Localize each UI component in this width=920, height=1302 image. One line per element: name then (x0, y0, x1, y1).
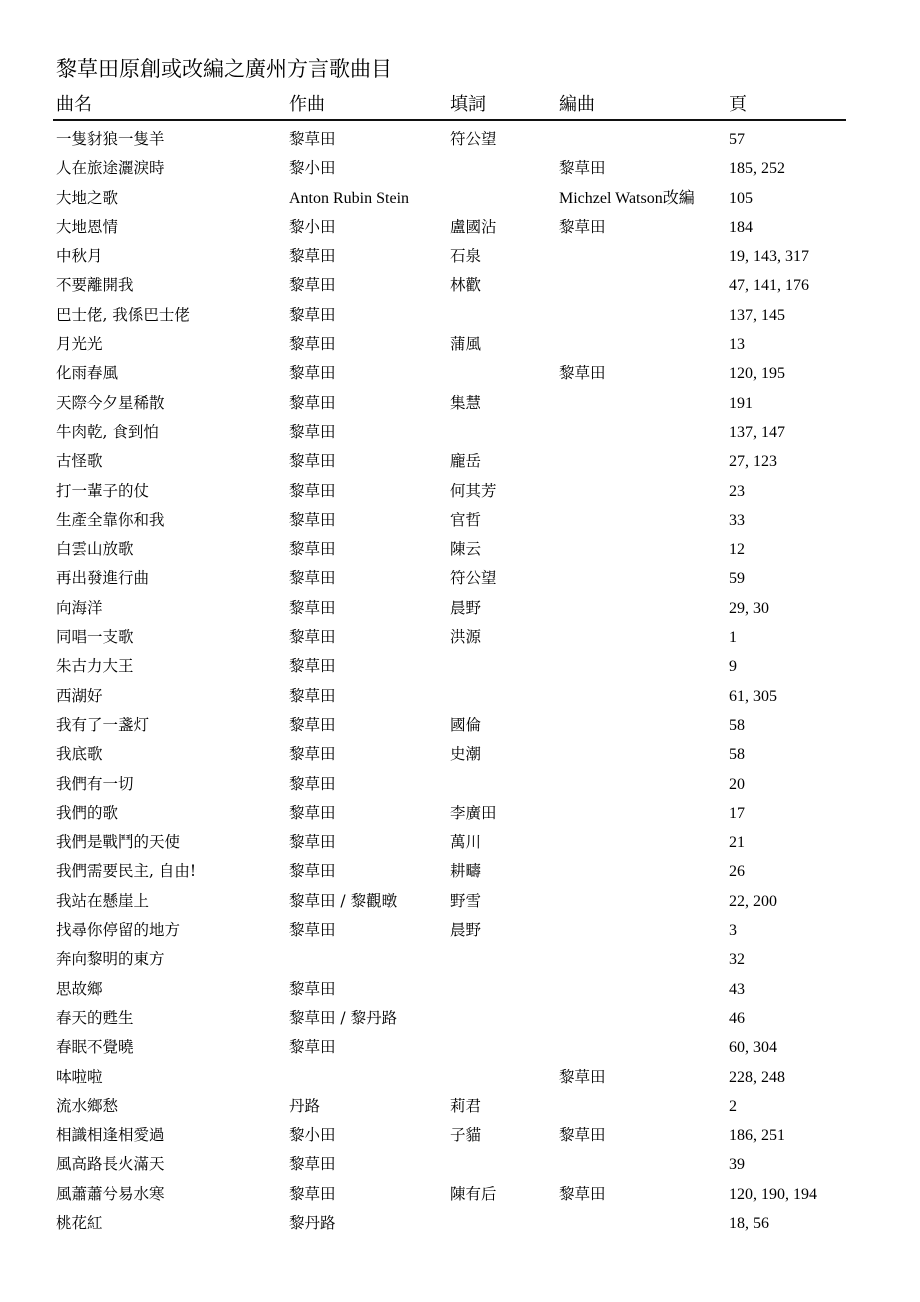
composer: 黎草田 (289, 540, 336, 559)
composer: 黎草田 (289, 130, 336, 148)
table-row (0, 799, 920, 828)
lyricist: 林歡 (450, 276, 482, 295)
composer: 黎草田 (289, 569, 336, 588)
table-row (0, 623, 920, 652)
song-name: 化雨春風 (56, 364, 119, 383)
composer: 黎草田 (289, 628, 336, 647)
song-name: 巴士佬, 我係巴士佬 (56, 305, 190, 324)
composer: 黎草田 (289, 921, 336, 940)
composer: 黎草田 (289, 1155, 336, 1174)
song-name: 大地恩情 (56, 217, 119, 236)
table-row (0, 1150, 920, 1179)
lyricist: 萬川 (450, 833, 482, 852)
page-numbers: 43 (729, 980, 745, 998)
song-name: 生產全靠你和我 (56, 510, 165, 529)
composer: 黎草田 (289, 422, 336, 441)
composer: 黎草田 (289, 862, 336, 881)
song-name: 同唱一支歌 (56, 628, 134, 647)
song-name: 我們的歌 (56, 803, 119, 822)
header-divider (53, 119, 846, 121)
arranger: 黎草田 (559, 217, 606, 236)
table-row (0, 213, 920, 242)
lyricist: 石泉 (450, 247, 482, 266)
table-row (0, 359, 920, 388)
composer: 丹路 (289, 1096, 321, 1115)
composer: 黎草田 (289, 481, 336, 500)
page-numbers: 1 (729, 629, 737, 647)
table-row (0, 740, 920, 769)
page-numbers: 29, 30 (729, 599, 769, 617)
column-header-name: 曲名 (56, 94, 92, 115)
page-numbers: 105 (729, 189, 753, 207)
song-name: 西湖好 (56, 686, 103, 705)
song-name: 風蕭蕭兮易水寒 (56, 1184, 165, 1203)
composer: 黎丹路 (289, 1213, 336, 1232)
composer: 黎草田 (289, 1038, 336, 1057)
song-name: 我有了一盞灯 (56, 715, 150, 734)
song-name: 我站在懸崖上 (56, 891, 150, 910)
composer: 黎草田 (289, 452, 336, 471)
arranger: Michzel Watson改編 (559, 189, 695, 207)
table-row (0, 447, 920, 476)
table-row (0, 271, 920, 300)
composer: 黎草田 (289, 598, 336, 617)
table-row (0, 506, 920, 535)
arranger: 黎草田 (559, 1126, 606, 1145)
composer: 黎草田 (289, 393, 336, 412)
page-numbers: 27, 123 (729, 453, 777, 471)
composer: 黎草田 (289, 774, 336, 793)
song-name: 不要離開我 (56, 276, 134, 295)
table-row (0, 828, 920, 857)
page-numbers: 228, 248 (729, 1068, 785, 1086)
table-row (0, 1180, 920, 1209)
arranger: 黎草田 (559, 159, 606, 178)
lyricist: 盧國沾 (450, 217, 497, 236)
table-row (0, 594, 920, 623)
composer: 黎草田 (289, 745, 336, 764)
composer: 黎草田 / 黎觀暾 (289, 891, 398, 910)
table-row (0, 887, 920, 916)
table-row (0, 1209, 920, 1238)
page-numbers: 120, 190, 194 (729, 1185, 817, 1203)
song-name: 春眠不覺曉 (56, 1038, 134, 1057)
page-numbers: 59 (729, 570, 745, 588)
song-name: 白雲山放歌 (56, 540, 134, 559)
lyricist: 晨野 (450, 921, 482, 940)
page-numbers: 2 (729, 1097, 737, 1115)
page-numbers: 18, 56 (729, 1214, 769, 1232)
table-row (0, 1063, 920, 1092)
page-numbers: 57 (729, 131, 745, 148)
page-numbers: 17 (729, 804, 745, 822)
page-numbers: 137, 145 (729, 306, 785, 324)
table-row (0, 682, 920, 711)
composer: 黎草田 (289, 657, 336, 676)
table-row (0, 652, 920, 681)
table-row (0, 1121, 920, 1150)
song-name: 再出發進行曲 (56, 569, 150, 588)
arranger: 黎草田 (559, 1067, 606, 1086)
page-numbers: 185, 252 (729, 160, 785, 178)
column-header-lyricist: 填詞 (450, 94, 486, 115)
song-name: 打一輩子的仗 (56, 481, 150, 500)
page-numbers: 9 (729, 658, 737, 676)
lyricist: 官哲 (450, 510, 482, 529)
table-row (0, 916, 920, 945)
lyricist: 莉君 (450, 1096, 482, 1115)
composer: Anton Rubin Stein (289, 189, 410, 207)
lyricist: 史潮 (450, 745, 482, 764)
song-name: 人在旅途灑淚時 (56, 159, 165, 178)
page-numbers: 191 (729, 394, 753, 412)
lyricist: 集慧 (450, 393, 482, 412)
table-row (0, 330, 920, 359)
song-name: 流水鄉愁 (56, 1096, 119, 1115)
composer: 黎小田 (289, 1126, 336, 1145)
song-name: 中秋月 (56, 247, 103, 266)
song-name: 呠啦啦 (56, 1067, 103, 1086)
song-name: 思故鄉 (56, 979, 103, 998)
page-numbers: 21 (729, 834, 745, 852)
table-row (0, 564, 920, 593)
lyricist: 子貓 (450, 1126, 482, 1145)
arranger: 黎草田 (559, 364, 606, 383)
composer: 黎草田 (289, 276, 336, 295)
song-name: 我們需要民主, 自由! (56, 862, 197, 881)
song-name: 找尋你停留的地方 (56, 921, 181, 940)
song-table-body (0, 125, 920, 1238)
page-numbers: 46 (729, 1009, 745, 1027)
page-numbers: 13 (729, 336, 745, 354)
table-row (0, 125, 920, 154)
composer: 黎草田 (289, 364, 336, 383)
table-row (0, 535, 920, 564)
song-name: 古怪歌 (56, 452, 103, 471)
composer: 黎草田 / 黎丹路 (289, 1008, 398, 1027)
page-numbers: 58 (729, 746, 745, 764)
page-numbers: 3 (729, 922, 737, 940)
page-numbers: 39 (729, 1156, 745, 1174)
column-header-composer: 作曲 (289, 94, 325, 115)
song-name: 牛肉乾, 食到怕 (56, 422, 159, 441)
lyricist: 耕疇 (450, 862, 482, 881)
table-row (0, 301, 920, 330)
table-row (0, 154, 920, 183)
song-name: 朱古力大王 (56, 657, 134, 676)
lyricist: 龐岳 (450, 452, 482, 471)
table-header (0, 92, 920, 118)
composer: 黎草田 (289, 510, 336, 529)
table-row (0, 711, 920, 740)
page-numbers: 186, 251 (729, 1127, 785, 1145)
table-row (0, 1004, 920, 1033)
composer: 黎草田 (289, 1184, 336, 1203)
composer: 黎草田 (289, 247, 336, 266)
page-numbers: 120, 195 (729, 365, 785, 383)
document-title: 黎草田原創或改編之廣州方言歌曲目 (56, 57, 392, 81)
table-row (0, 945, 920, 974)
table-row (0, 857, 920, 886)
lyricist: 晨野 (450, 598, 482, 617)
composer: 黎小田 (289, 159, 336, 178)
lyricist: 野雪 (450, 891, 482, 910)
column-header-arranger: 編曲 (559, 94, 595, 115)
lyricist: 符公望 (450, 569, 497, 588)
page-numbers: 20 (729, 775, 745, 793)
table-row (0, 389, 920, 418)
page-numbers: 58 (729, 716, 745, 734)
song-name: 我底歌 (56, 745, 103, 764)
song-name: 我們有一切 (56, 774, 134, 793)
lyricist: 陳云 (450, 540, 482, 559)
song-name: 我們是戰鬥的天使 (56, 833, 181, 852)
page-numbers: 19, 143, 317 (729, 248, 809, 266)
composer: 黎草田 (289, 305, 336, 324)
table-row (0, 1033, 920, 1062)
page-numbers: 61, 305 (729, 687, 777, 705)
lyricist: 符公望 (450, 130, 497, 148)
page-numbers: 184 (729, 218, 753, 236)
song-name: 大地之歌 (56, 188, 119, 207)
song-name: 向海洋 (56, 598, 103, 617)
table-row (0, 1092, 920, 1121)
page-numbers: 47, 141, 176 (729, 277, 809, 295)
song-name: 奔向黎明的東方 (56, 950, 165, 969)
table-row (0, 770, 920, 799)
lyricist: 國倫 (450, 715, 482, 734)
composer: 黎草田 (289, 979, 336, 998)
page-numbers: 33 (729, 511, 745, 529)
lyricist: 蒲風 (450, 335, 482, 354)
arranger: 黎草田 (559, 1184, 606, 1203)
page-numbers: 23 (729, 482, 745, 500)
page-numbers: 12 (729, 541, 745, 559)
song-name: 相識相逢相愛過 (56, 1126, 165, 1145)
table-row (0, 477, 920, 506)
table-row (0, 418, 920, 447)
page-numbers: 22, 200 (729, 892, 777, 910)
song-name: 春天的甦生 (56, 1008, 134, 1027)
table-row (0, 242, 920, 271)
page-numbers: 32 (729, 951, 745, 969)
lyricist: 李廣田 (450, 803, 497, 822)
song-name: 月光光 (56, 335, 103, 354)
table-row (0, 184, 920, 213)
page-numbers: 137, 147 (729, 423, 785, 441)
song-name: 桃花紅 (56, 1213, 103, 1232)
lyricist: 洪源 (450, 628, 482, 647)
composer: 黎草田 (289, 715, 336, 734)
composer: 黎草田 (289, 833, 336, 852)
song-name: 天際今夕星稀散 (56, 393, 165, 412)
composer: 黎小田 (289, 217, 336, 236)
composer: 黎草田 (289, 335, 336, 354)
song-name: 風高路長火滿天 (56, 1155, 165, 1174)
song-name: 一隻豺狼一隻羊 (56, 130, 165, 148)
composer: 黎草田 (289, 803, 336, 822)
lyricist: 陳有后 (450, 1184, 497, 1203)
composer: 黎草田 (289, 686, 336, 705)
table-row (0, 975, 920, 1004)
lyricist: 何其芳 (450, 481, 497, 500)
column-header-page: 頁 (729, 94, 747, 115)
page-numbers: 26 (729, 863, 745, 881)
page-numbers: 60, 304 (729, 1039, 777, 1057)
